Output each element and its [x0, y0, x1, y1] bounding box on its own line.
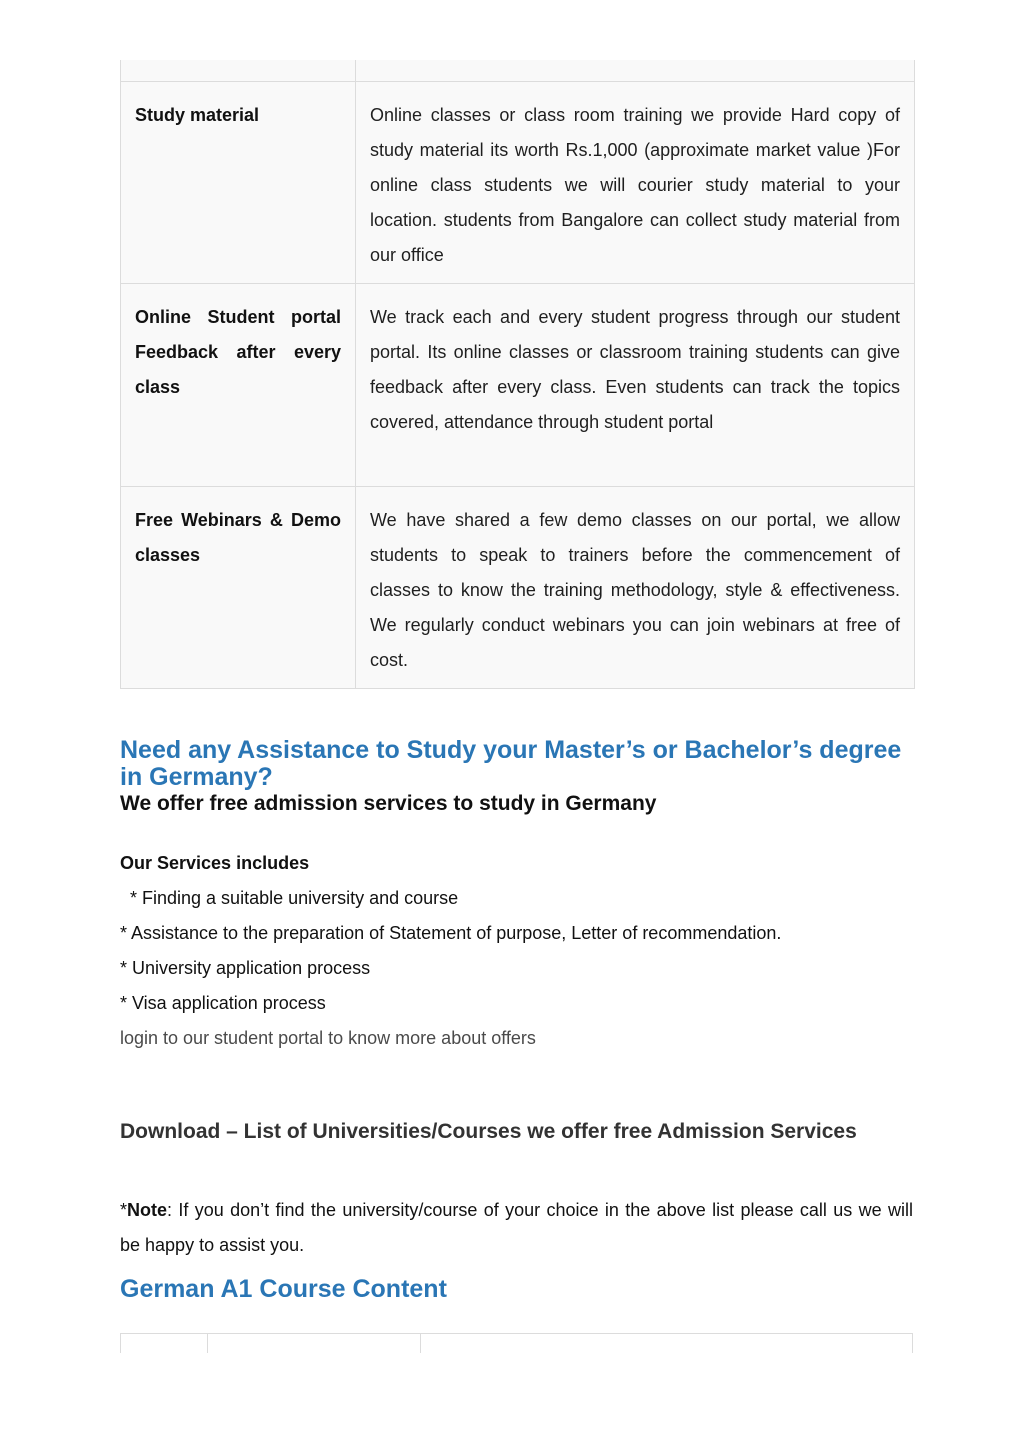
note-text: : If you don’t find the university/course of your choice in the above list please call us we will be happy to assist you.	[120, 1200, 913, 1255]
service-item: * University application process	[120, 958, 371, 978]
course-content-heading: German A1 Course Content	[120, 1275, 447, 1303]
feature-description: We have shared a few demo classes on our portal, we allow students to speak to trainers before the commencement of classes to know the training methodology, style & effectiveness. We regularly conduct webinars you can join webinars at free of cost.	[370, 510, 900, 670]
note-paragraph	[120, 1193, 913, 1263]
download-heading: Download – List of Universities/Courses we offer free Admission Services	[120, 1120, 857, 1143]
course-table-column	[208, 1334, 421, 1353]
service-item: * Assistance to the preparation of Statement of purpose, Letter of recommendation.	[120, 923, 782, 943]
services-title: Our Services includes	[120, 853, 310, 873]
service-item: * Finding a suitable university and course	[125, 888, 459, 908]
student-portal-link[interactable]: login to our student portal to know more about offers	[120, 1028, 536, 1048]
service-item: * Visa application process	[120, 993, 326, 1013]
table-row	[121, 81, 914, 283]
assistance-heading: Need any Assistance to Study your Master’s or Bachelor’s degree in Germany?	[120, 736, 902, 791]
feature-description: Online classes or class room training we provide Hard copy of study material its worth Rs.1,000 (approximate market value )For online class students we will courier study material to your location. students from Bangalore can collect study material from our office	[370, 105, 900, 265]
table-row	[121, 486, 914, 689]
feature-name: Free Webinars & Demo classes	[121, 487, 356, 688]
table-cell-stub	[121, 60, 356, 81]
services-section	[120, 846, 913, 1056]
note-label: Note	[127, 1200, 168, 1220]
note-prefix: *	[120, 1200, 128, 1220]
course-table-column	[421, 1334, 912, 1353]
table-row	[121, 283, 914, 486]
portal-link-row	[120, 1021, 913, 1056]
feature-name: Online Student portal Feedback after every class	[121, 284, 356, 486]
feature-name: Study material	[121, 82, 356, 283]
course-table-column	[121, 1334, 208, 1353]
feature-description: We track each and every student progress through our student portal. Its online classes or classroom training students can give feedback after every class. Even students can track the topics covered, attendance through student portal	[370, 307, 900, 432]
course-table	[120, 1333, 913, 1353]
table-cell-stub	[356, 60, 914, 81]
feature-table	[120, 60, 915, 689]
assistance-subheading: We offer free admission services to study in Germany	[120, 792, 657, 815]
table-row-stub	[121, 60, 914, 81]
